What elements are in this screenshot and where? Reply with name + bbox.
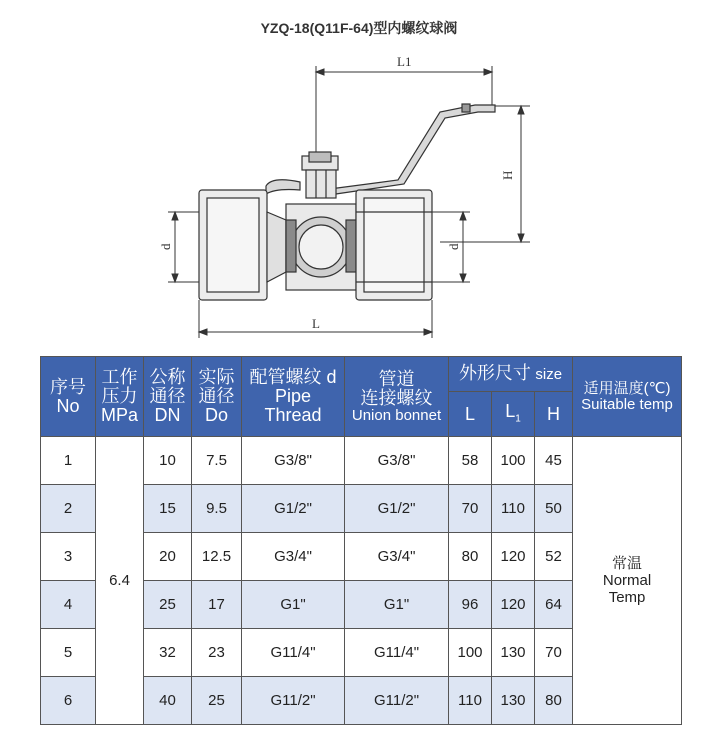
page-title: YZQ-18(Q11F-64)型内螺纹球阀 — [260, 20, 458, 36]
table-row: 5 32 23 G11/4" G11/4" 100 130 70 — [41, 629, 682, 677]
arrow-icon — [172, 212, 178, 220]
spec-table — [40, 356, 682, 725]
arrow-icon — [172, 274, 178, 282]
header-union-bonnet: 管道 连接螺纹 Union bonnet — [345, 357, 449, 437]
header-do: 实际 通径 Do — [192, 357, 242, 437]
arrow-icon — [199, 329, 207, 335]
label-d-right: d — [446, 243, 461, 250]
temp-cell: 常温 Normal Temp — [573, 437, 682, 725]
header-pipe-thread: 配管螺纹 d Pipe Thread — [242, 357, 345, 437]
header-no: 序号 No — [41, 357, 96, 437]
pressure-cell: 6.4 — [96, 437, 144, 725]
label-d-left: d — [158, 243, 173, 250]
label-l1: L1 — [397, 54, 412, 69]
arrow-icon — [424, 329, 432, 335]
header-temp: 适用温度(℃) Suitable temp — [573, 357, 682, 437]
label-h: H — [500, 170, 515, 180]
valve-drawing — [0, 40, 718, 350]
header-size: 外形尺寸 size — [449, 357, 573, 392]
table-row: 4 25 17 G1" G1" 96 120 64 — [41, 581, 682, 629]
label-l: L — [312, 316, 320, 331]
header-dn: 公称 通径 DN — [144, 357, 192, 437]
valve-body — [199, 104, 495, 300]
arrow-icon — [518, 234, 524, 242]
table-row: 3 20 12.5 G3/4" G3/4" 80 120 52 — [41, 533, 682, 581]
table-row: 2 15 9.5 G1/2" G1/2" 70 110 50 — [41, 485, 682, 533]
header-pressure: 工作 压力 MPa — [96, 357, 144, 437]
table-row: 6 40 25 G11/2" G11/2" 110 130 80 — [41, 677, 682, 725]
header-l1: $L_1$ — [492, 392, 535, 437]
arrow-icon — [484, 69, 492, 75]
arrow-icon — [518, 106, 524, 114]
arrow-icon — [460, 274, 466, 282]
arrow-icon — [460, 212, 466, 220]
arrow-icon — [316, 69, 324, 75]
header-h: H — [535, 392, 573, 437]
table-row: 1 6.4 10 7.5 G3/8" G3/8" 58 100 45 常温 Normal Temp — [41, 437, 682, 485]
header-l: L — [449, 392, 492, 437]
